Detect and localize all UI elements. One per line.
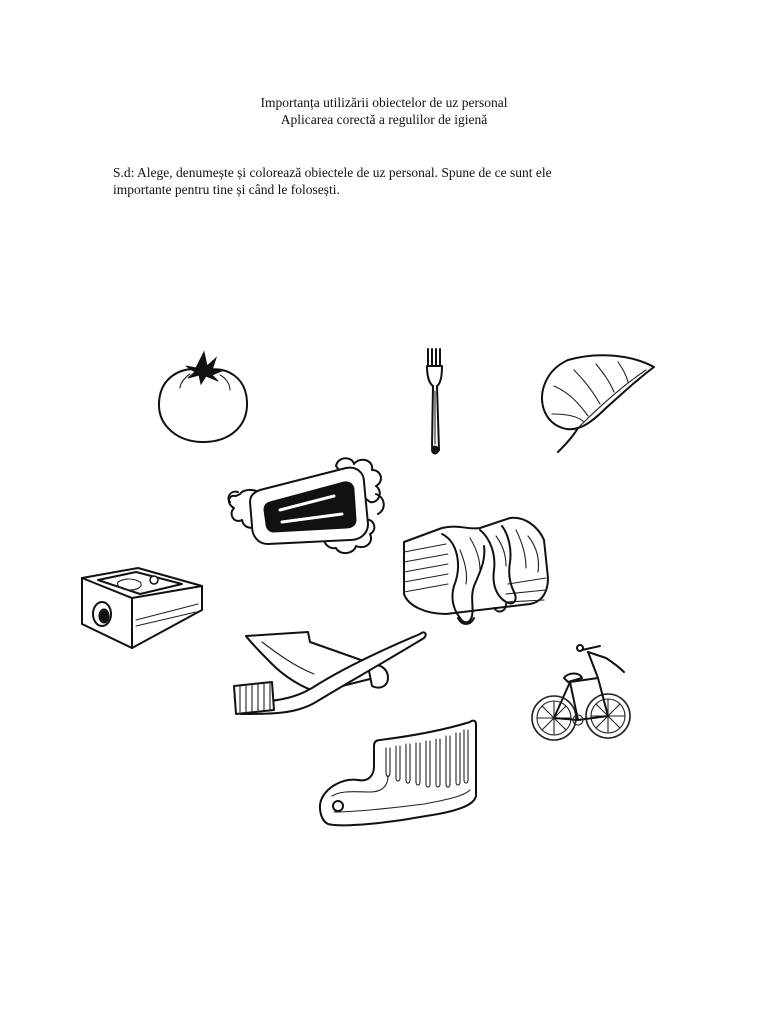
leaf-icon[interactable] [538, 352, 658, 458]
comb-icon[interactable] [314, 716, 484, 830]
worksheet-title: Importanța utilizării obiectelor de uz personal [260, 95, 508, 110]
worksheet-subtitle: Aplicarea corectă a regulilor de igienă [280, 112, 488, 127]
tomato-icon[interactable] [150, 348, 256, 448]
fork-icon[interactable] [420, 346, 450, 458]
soap-icon[interactable] [226, 454, 390, 558]
instruction-line: S.d: Alege, denumește și colorează obiectele de uz personal. Spune de ce sunt ele [113, 165, 552, 180]
instruction-line: importante pentru tine și când le folosești. [113, 182, 340, 197]
towel-stack-icon[interactable] [398, 514, 550, 628]
worksheet-instruction [113, 164, 633, 198]
toothbrush-toothpaste-icon[interactable] [232, 626, 428, 722]
bicycle-icon[interactable] [528, 642, 634, 754]
pencil-sharpener-icon[interactable] [78, 564, 208, 654]
